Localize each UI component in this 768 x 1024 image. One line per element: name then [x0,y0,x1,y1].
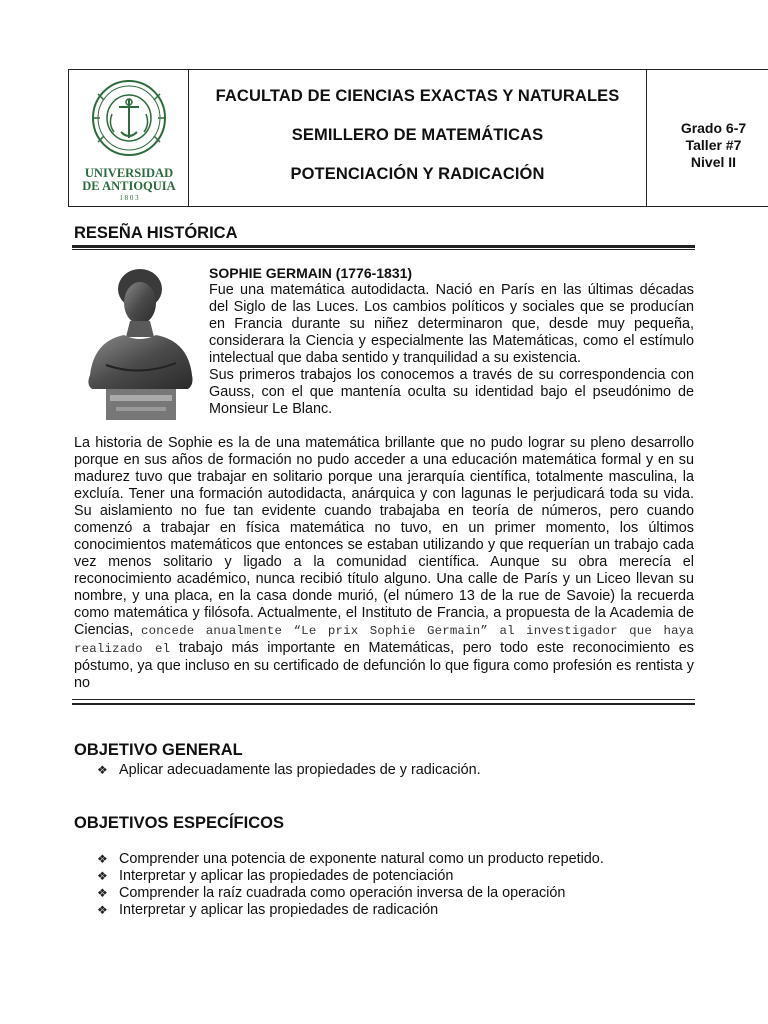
list-item: ❖ Interpretar y aplicar las propiedades de radicación [97,902,439,918]
bust-statue-image [76,265,204,422]
objetivos-especificos-list [97,851,604,919]
objetivos-especificos-heading: OBJETIVOS ESPECÍFICOS [74,814,284,832]
logo-name2: DE ANTIOQUIA [81,179,176,193]
bio-main-text [74,435,694,692]
workshop-label: Taller #7 [685,137,742,153]
document-header [68,69,768,207]
bio-paragraph-1: Fue una matemática autodidacta. Nació en París en las últimas décadas del Siglo de las Luces. Los cambios políticos y sociales que se producían en Francia durante su niñez determinaron que, desde muy pequeña, considerara la Ciencia y especialmente las Matemáticas, como el estímulo intelectual que daba sentido y tranquilidad a su existencia. [209,282,694,366]
diamond-bullet-icon: ❖ [97,763,108,777]
bio-intro [209,282,694,418]
objetivo-general-heading: OBJETIVO GENERAL [74,741,243,759]
diamond-bullet-icon: ❖ [97,869,108,883]
bio-main-a: La historia de Sophie es la de una matemática brillante que no pudo lograr su pleno desarrollo porque en sus años de formación no pudo acceder a una educación matemática formal y en su madurez tuvo que trabajar en solitario porque una jerarquía científica, totalmente masculina, la excluía. Tener una formación autodidacta, anárquica y con lagunas le perjudicará toda su vida. Su aislamiento no fue tan evidente cuando trabajaba en teoría de números, pero cuando comenzó a trabajar en física matemática no tuvo, en un primer momento, los últimos conocimientos matemáticos que entonces se estaban utilizando y que requerían un trabajo cada vez menos solitario y ligado a la comunidad científica. Aunque su obra merecía el reconocimiento académico, nunca recibió título alguno. Una calle de París y un Liceo llevan su nombre, y una placa, en la casa donde murió, (el número 13 de la rue de Savoie) la recuerda como matemática y filósofa. Actualmente, el Instituto de Francia, a propuesta de la Academia de Ciencias, [74,435,694,638]
list-item: ❖ Interpretar y aplicar las propiedades de potenciación [97,868,454,884]
bio-main-mono: concede anualmente “Le prix Sophie Germain” al investigador que haya realizado el [74,624,694,656]
level-label: Nivel II [690,154,737,170]
section-divider [72,245,695,250]
university-seal-icon [74,74,184,202]
bio-main-b: trabajo más importante en Matemáticas, pero todo este reconocimiento es póstumo, ya que incluso en su certificado de defunción lo que figura como profesión es rentista y no [74,640,694,691]
list-item: ❖ Comprender una potencia de exponente natural como un producto repetido. [97,851,604,867]
bio-paragraph-2: Sus primeros trabajos los conocemos a través de su correspondencia con Gauss, con el que mantenía oculta su identidad bajo el pseudónimo de Monsieur Le Blanc. [209,367,694,417]
diamond-bullet-icon: ❖ [97,903,108,917]
diamond-bullet-icon: ❖ [97,886,108,900]
list-item: ❖ Aplicar adecuadamente las propiedades de y radicación. [97,762,481,778]
diamond-bullet-icon: ❖ [97,852,108,866]
header-meta [647,70,768,206]
topic-title: POTENCIACIÓN Y RADICACIÓN [290,165,545,183]
section-divider [72,699,695,705]
seminar-title: SEMILLERO DE MATEMÁTICAS [291,126,544,144]
bio-title: SOPHIE GERMAIN (1776-1831) [209,265,413,281]
faculty-title: FACULTAD DE CIENCIAS EXACTAS Y NATURALES [215,87,620,105]
list-item: ❖ Comprender la raíz cuadrada como operación inversa de la operación [97,885,566,901]
grade-label: Grado 6-7 [680,120,747,136]
logo-year: 1 8 0 3 [118,194,139,202]
resena-heading: RESEÑA HISTÓRICA [74,224,238,242]
header-titles [189,70,647,206]
objetivo-general-list [97,762,481,779]
logo-name: UNIVERSIDAD [84,166,173,180]
university-logo [69,70,189,206]
